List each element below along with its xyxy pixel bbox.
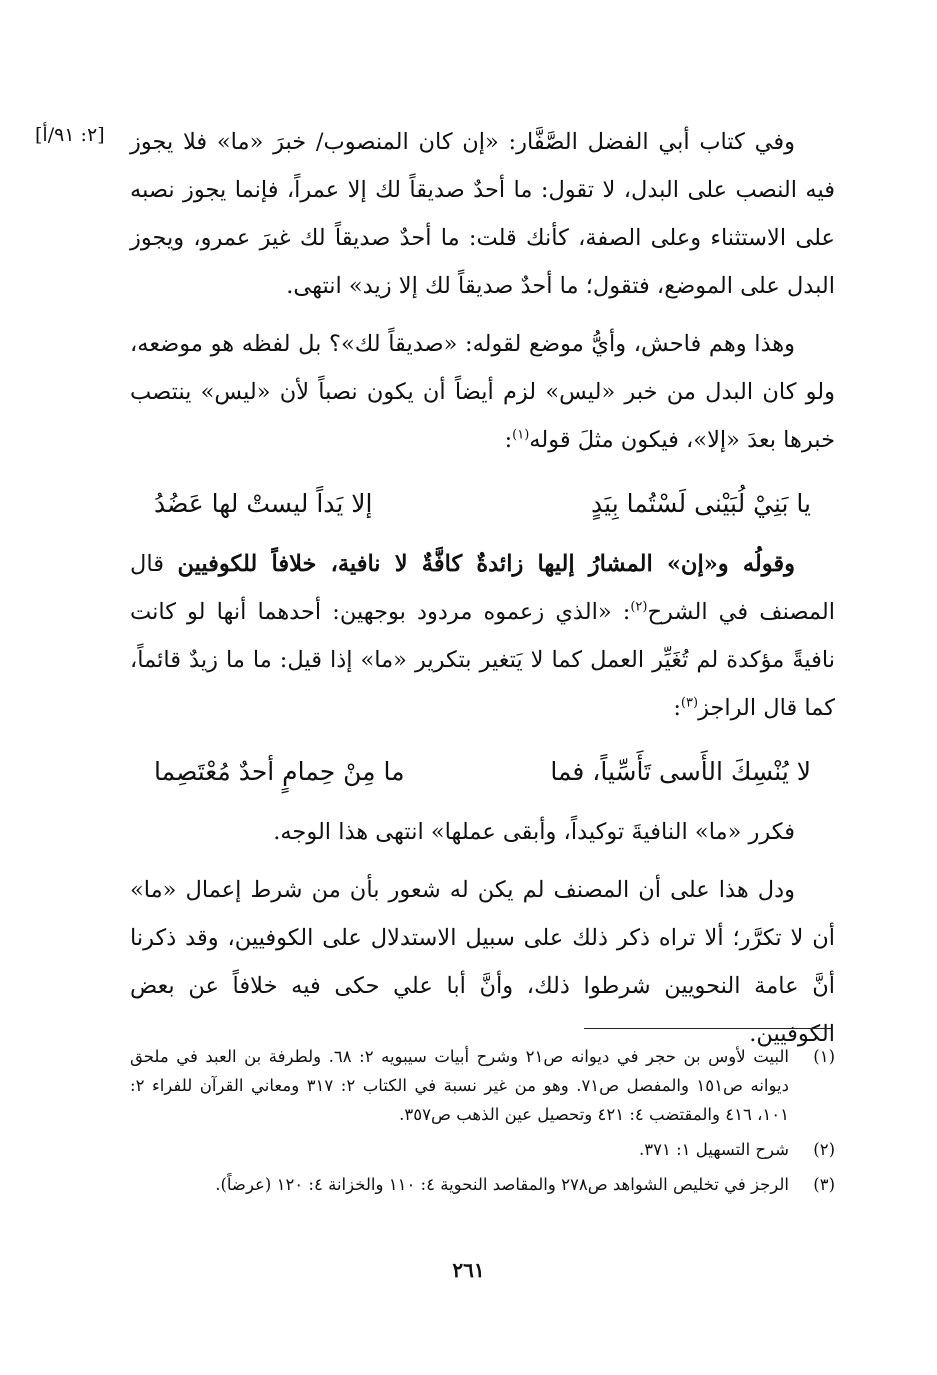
verse-1-second-hemistich: إلا يَداً ليستْ لها عَضُدُ: [154, 489, 373, 518]
paragraph-3: [130, 540, 835, 732]
verse-2-first-hemistich: لا يُنْسِكَ الأَسى تَأَسِّياً، فما: [550, 757, 811, 786]
paragraph-5: ودل هذا على أن المصنف لم يكن له شعور بأن من شرط إعمال «ما» أن لا تكرَّر؛ ألا تراه ذكر ذلك على سبيل الاستدلال على الكوفيين، وقد ذكرنا أنَّ عامة النحويين شرطوا ذلك، وأنَّ أبا علي حكى فيه خلافاً عن بعض الكوفيين.: [130, 877, 835, 1047]
footnote-ref-2: (٢): [630, 599, 648, 615]
paragraph-3-c: :: [673, 695, 681, 721]
verse-1: [154, 474, 811, 534]
paragraph-3-start: وقولُه و: [717, 551, 795, 577]
footnote-number: (٣): [813, 1175, 835, 1194]
margin-reference: [٢: ٩١/أ]: [35, 124, 105, 146]
paragraph-3-a: قال المصنف في الشرح: [130, 551, 835, 625]
paragraph-3-bold: «إن» المشارُ إليها زائدةٌ كافَّةٌ لا نافية، خلافاً للكوفيين: [177, 551, 718, 577]
footnote-3: [130, 1170, 835, 1199]
paragraph-2-end: :: [504, 427, 513, 453]
verse-2: [154, 742, 811, 802]
verse-1-first-hemistich: يا بَنِيْ لُبَيْنى لَسْتُما بِيَدٍ: [591, 489, 811, 518]
main-text: [130, 118, 835, 1068]
footnote-number: (٢): [813, 1140, 835, 1159]
paragraph-4: فكرر «ما» النافيةَ توكيداً، وأبقى عملها» انتهى هذا الوجه.: [273, 819, 795, 845]
paragraph-1: وفي كتاب أبي الفضل الصَّفَّار: «إن كان المنصوب/ خبرَ «ما» فلا يجوز فيه النصب على البدل، لا تقول: ما أحدٌ صديقاً لك إلا عمراً، فإنما يجوز نصبه على الاستثناء وعلى الصفة، كأنك قلت: ما أحدٌ صديقاً لك غيرَ عمرو، ويجوز البدل على الموضع، فتقول؛ ما أحدٌ صديقاً لك إلا زيد» انتهى.: [130, 129, 835, 299]
footnote-text: شرح التسهيل ١: ٣٧١.: [639, 1140, 789, 1159]
page-number: ٢٦١: [452, 1258, 485, 1282]
footnote-2: [130, 1135, 835, 1164]
footnote-text: الرجز في تخليص الشواهد ص٢٧٨ والمقاصد النحوية ٤: ١١٠ والخزانة ٤: ١٢٠ (عرضاً).: [215, 1175, 789, 1194]
footnote-ref-3: (٣): [680, 695, 699, 711]
paragraph-2: [130, 320, 835, 464]
footnotes: [130, 1042, 835, 1205]
footnote-text: البيت لأوس بن حجر في ديوانه ص٢١ وشرح أبيات سيبويه ٢: ٦٨. ولطرفة بن العبد في ملحق ديوانه ص١٥١ والمفصل ص٧١. وهو من غير نسبة في الكتاب ٢: ٣١٧ ومعاني القرآن للفراء ٢: ١٠١، ٤١٦ والمقتضب ٤: ٤٢١ وتحصيل عين الذهب ص٣٥٧.: [130, 1047, 789, 1124]
paragraph-3-b: : «الذي زعموه مردود بوجهين: أحدهما أنها لو كانت نافيةً مؤكدة لم تُغَيِّر العمل كما لا يَتغير بتكرير «ما» إذا قيل: ما ما زيدٌ قائماً، كما قال الراجز: [130, 599, 835, 721]
footnote-1: [130, 1042, 835, 1129]
verse-2-second-hemistich: ما مِنْ حِمامٍ أحدٌ مُعْتَصِما: [154, 757, 405, 786]
footnote-divider: [584, 1028, 831, 1029]
footnote-ref-1: (١): [512, 427, 530, 443]
footnote-number: (١): [813, 1047, 835, 1066]
paragraph-2-text: وهذا وهم فاحش، وأيُّ موضع لقوله: «صديقاً لك»؟ بل لفظه هو موضعه، ولو كان البدل من خبر «ليس» لزم أيضاً أن يكون نصباً لأن «ليس» ينتصب خبرها بعدَ «إلا»، فيكون مثلَ قوله: [130, 331, 835, 453]
